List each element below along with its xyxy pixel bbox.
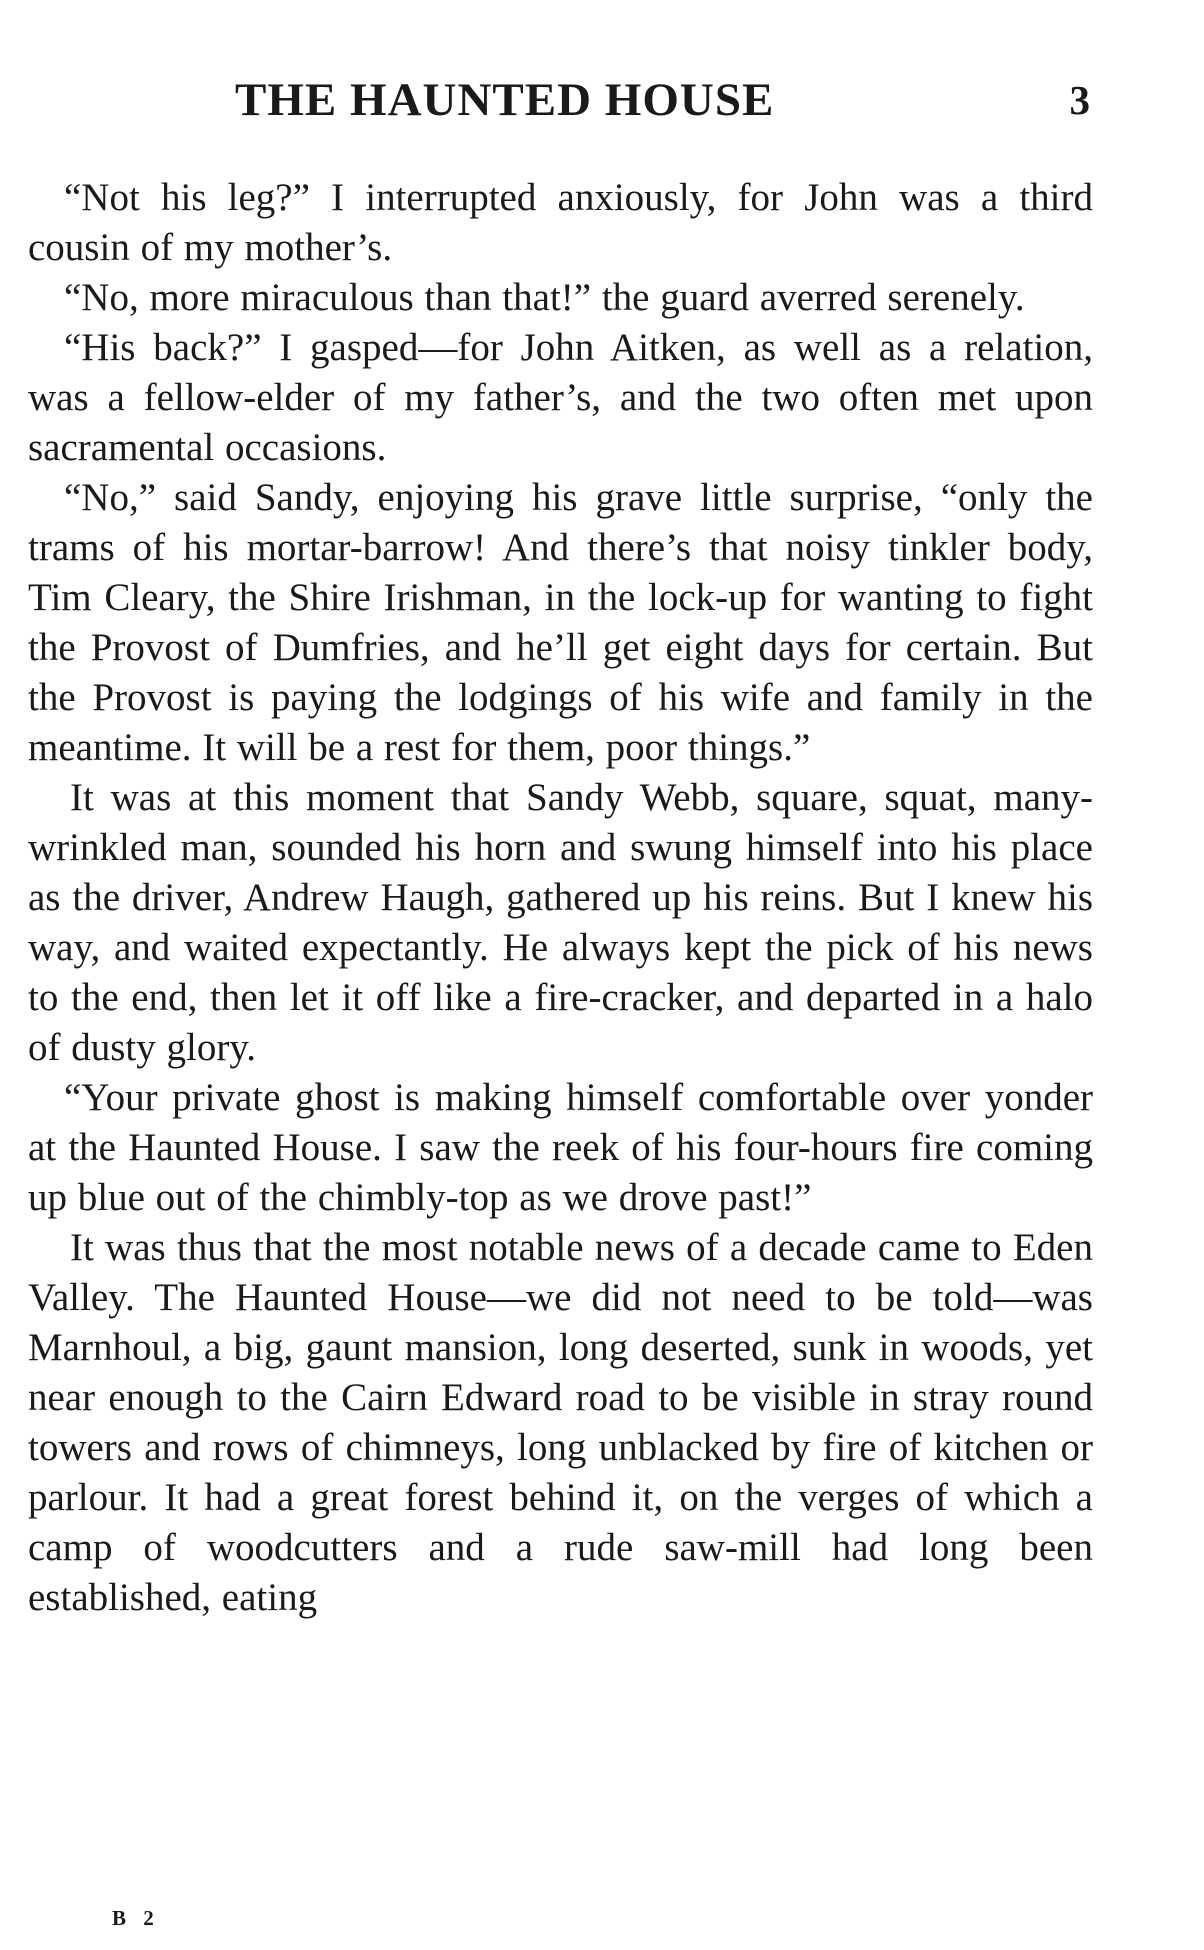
paragraph: It was at this moment that Sandy Webb, square, squat, many-wrinkled man, sounded his horn and swung himself into his place as the driver, Andrew Haugh, gathered up his reins. But I knew his way, and waited expectantly. He always kept the pick of his news to the end, then let it off like a fire-cracker, and departed in a halo of dusty glory. xyxy=(28,776,1093,1069)
signature-mark: B 2 xyxy=(112,1906,160,1930)
body-text xyxy=(28,173,1093,1623)
page-number: 3 xyxy=(1069,77,1090,123)
paragraph: “Not his leg?” I interrupted anxiously, for John was a third cousin of my mother’s. xyxy=(28,176,1093,269)
paragraph: “No, more miraculous than that!” the guard averred serenely. xyxy=(64,276,1025,319)
paragraph: “No,” said Sandy, enjoying his grave little surprise, “only the trams of his mortar-barrow! And there’s that noisy tinkler body, Tim Cleary, the Shire Irishman, in the lock-up for wanting to fight the Provost of Dumfries, and he’ll get eight days for certain. But the Provost is paying the lodgings of his wife and family in the meantime. It will be a rest for them, poor things.” xyxy=(28,476,1093,769)
paragraph: It was thus that the most notable news of a decade came to Eden Valley. The Haunted House—we did not need to be told—was Marnhoul, a big, gaunt mansion, long deserted, sunk in woods, yet near enough to the Cairn Edward road to be visible in stray round towers and rows of chimneys, long unblacked by fire of kitchen or parlour. It had a great forest behind it, on the verges of which a camp of woodcutters and a rude saw-mill had long been established, eating xyxy=(28,1226,1093,1619)
running-head xyxy=(30,70,1090,130)
paragraph: “His back?” I gasped—for John Aitken, as well as a relation, was a fellow-elder of my father’s, and the two often met upon sacramental occasions. xyxy=(28,326,1093,469)
running-title: THE HAUNTED HOUSE xyxy=(235,74,775,126)
paragraph: “Your private ghost is making himself comfortable over yonder at the Haunted House. I saw the reek of his four-hours fire coming up blue out of the chimbly-top as we drove past!” xyxy=(28,1076,1093,1219)
